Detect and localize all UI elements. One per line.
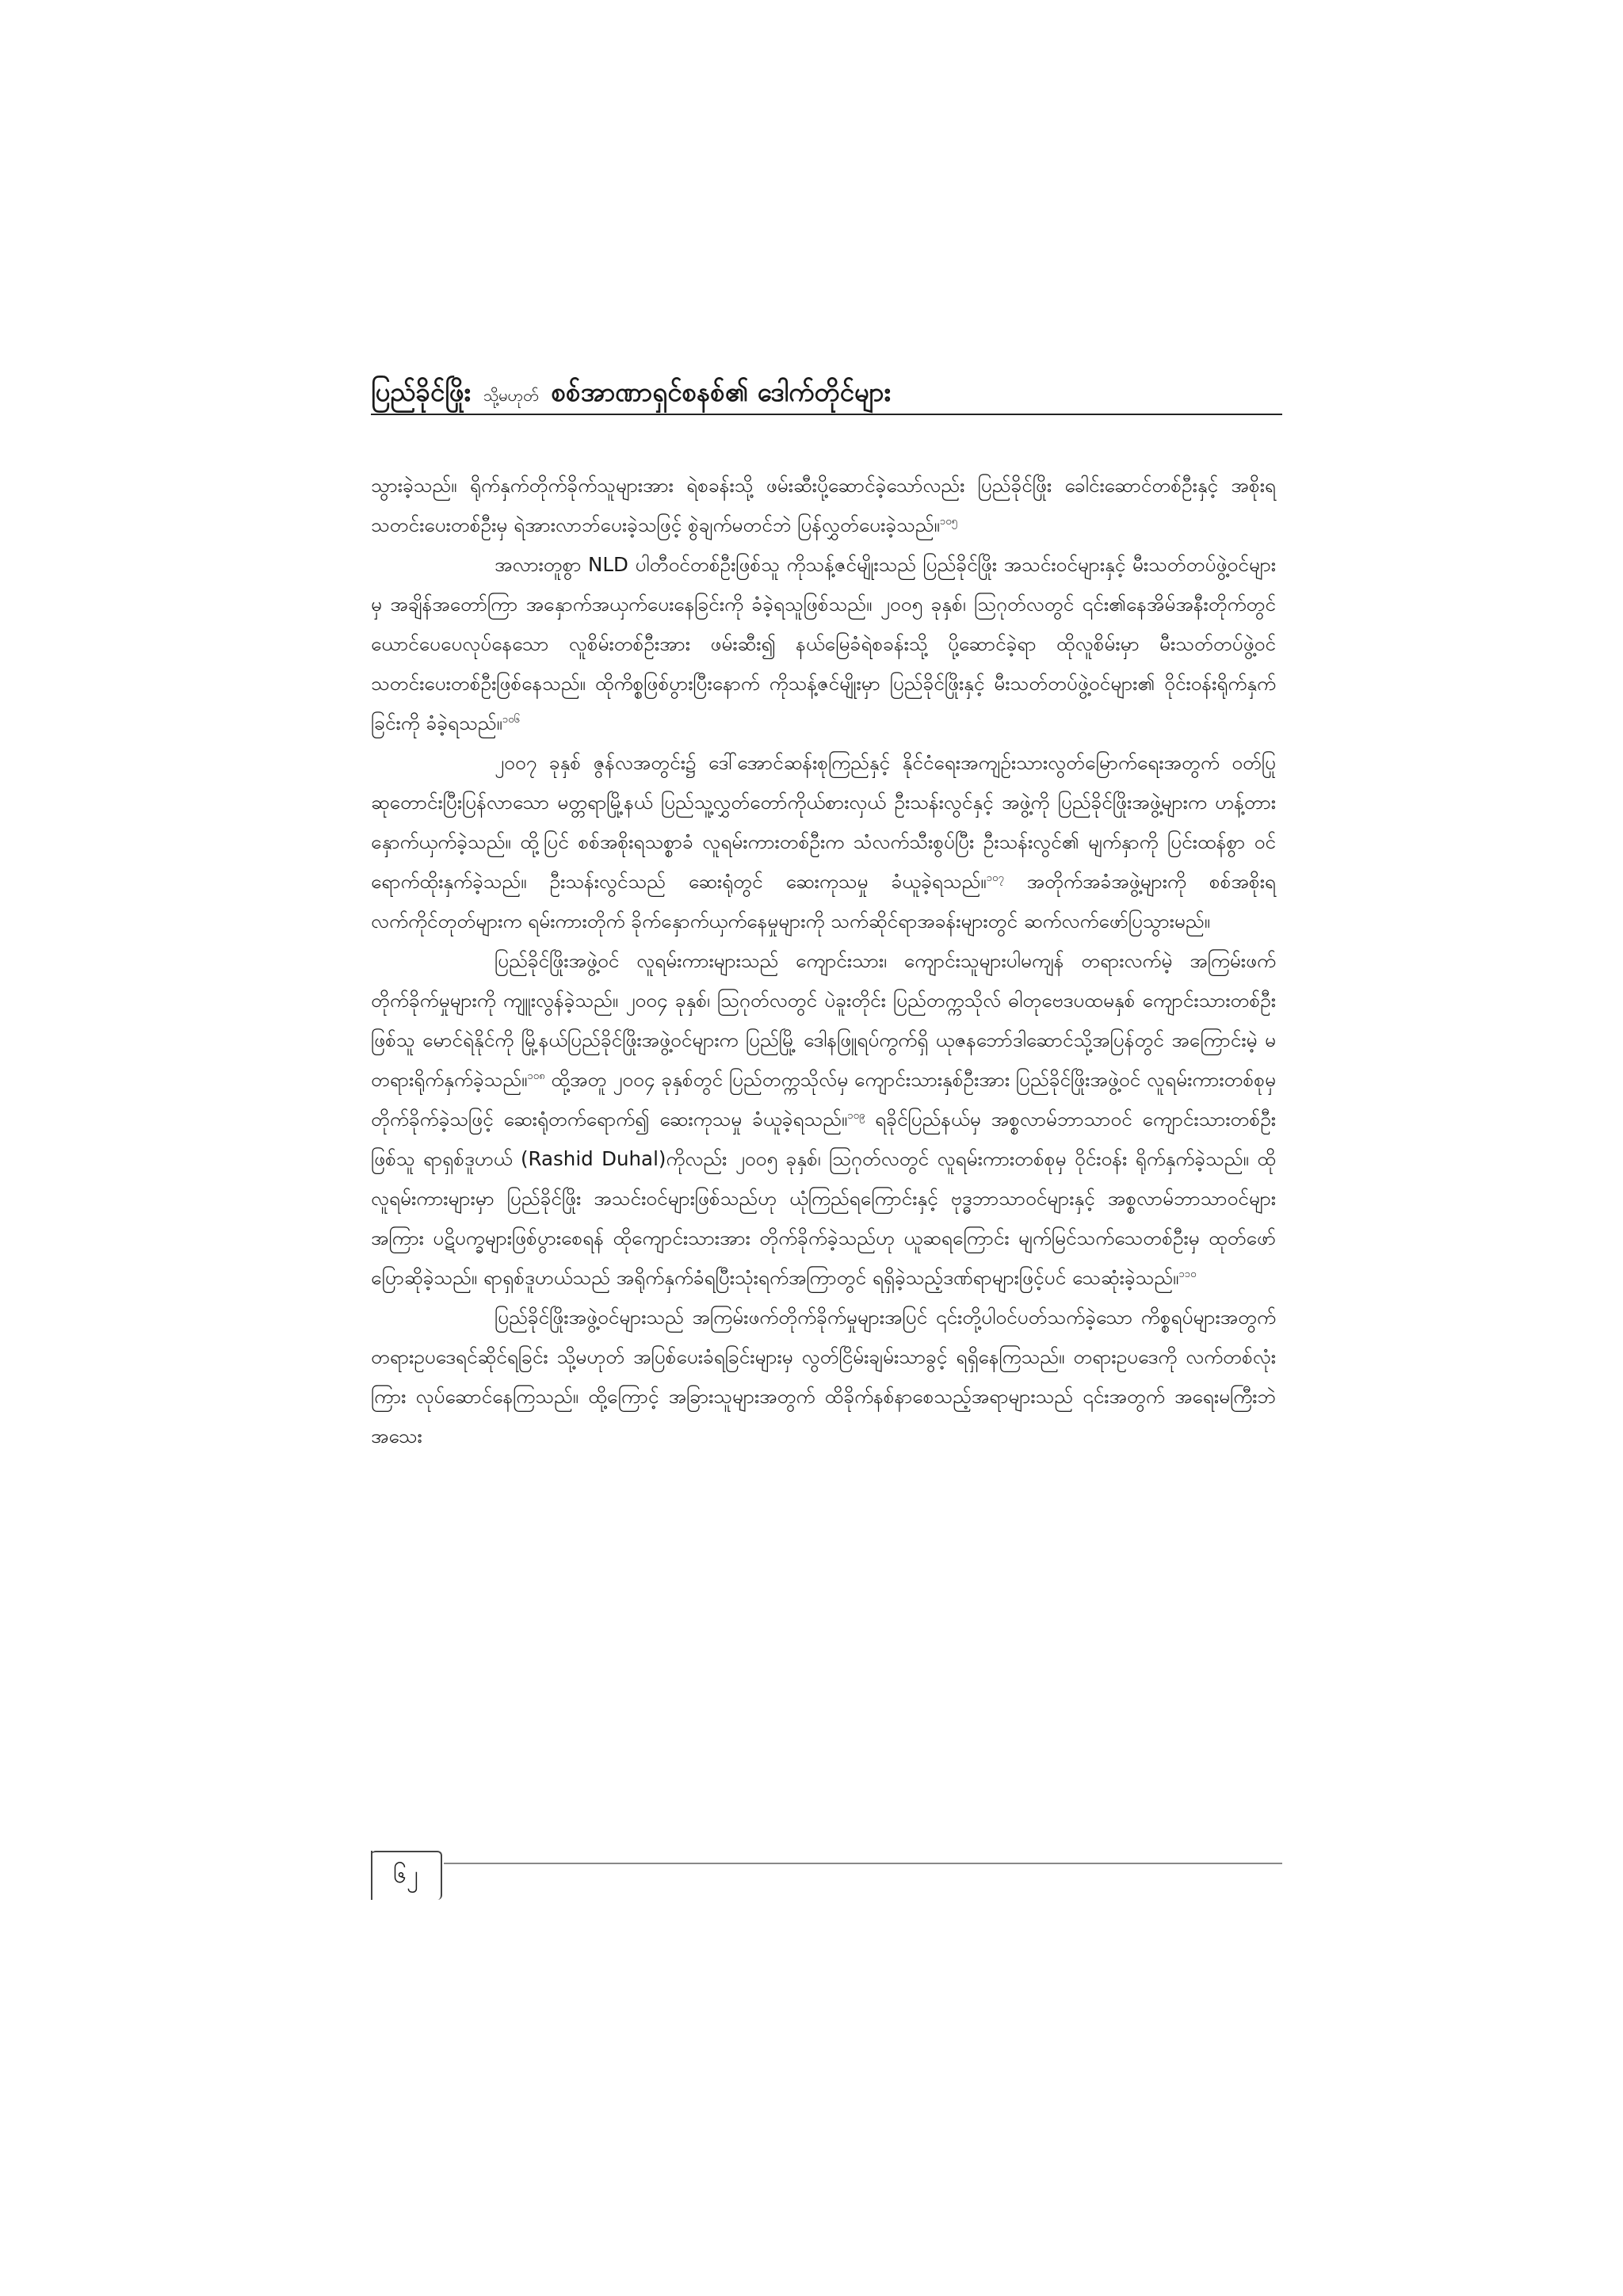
body-text — [371, 466, 1276, 1456]
footnote-ref: ၁၀၈ — [527, 1070, 545, 1082]
paragraph-text: ထို့အတူ ၂၀၀၄ ခုနှစ်တွင် ပြည်တက္ကသိုလ်မှ ကျောင်းသားနှစ်ဦးအား ပြည်ခိုင်ဖြိုးအဖွဲ့ဝင် လူရမ်းကားတစ်စုမှ တိုက်ခိုက်ခဲ့သဖြင့် ဆေးရုံတက်ရောက်၍ ဆေးကုသမှု ခံယူခဲ့ရသည်။ — [371, 1068, 1276, 1131]
paragraph-3 — [371, 743, 1276, 941]
paragraph-1 — [371, 466, 1276, 545]
paragraph-text: အလားတူစွာ NLD ပါတီဝင်တစ်ဦးဖြစ်သူ ကိုသန့်ဇင်မျိုးသည် ပြည်ခိုင်ဖြိုး အသင်းဝင်များနှင့် မီးသတ်တပ်ဖွဲ့ဝင်များမှ အချိန်အတော်ကြာ အနှောက်အယှက်ပေးနေခြင်းကို ခံခဲ့ရသူဖြစ်သည်။ ၂၀၀၅ ခုနှစ်၊ ဩဂုတ်လတွင် ၎င်း၏နေအိမ်အနီးတိုက်တွင် ယောင်ပေပေလုပ်နေသော လူစိမ်းတစ်ဦးအား ဖမ်းဆီး၍ နယ်မြေခံရဲစခန်းသို့ ပို့ဆောင်ခဲ့ရာ ထိုလူစိမ်းမှာ မီးသတ်တပ်ဖွဲ့ဝင် သတင်းပေးတစ်ဦးဖြစ်နေသည်။ ထိုကိစ္စဖြစ်ပွားပြီးနောက် ကိုသန့်ဇင်မျိုးမှာ ပြည်ခိုင်ဖြိုးနှင့် မီးသတ်တပ်ဖွဲ့ဝင်များ၏ ဝိုင်းဝန်းရိုက်နှက်ခြင်းကို ခံခဲ့ရသည်။ — [371, 553, 1276, 734]
paragraph-5 — [371, 1298, 1276, 1456]
page-number: ၆၂ — [371, 1851, 442, 1900]
footnote-ref: ၁၀၅ — [939, 515, 957, 528]
header-connector: သို့မဟုတ် — [483, 386, 539, 405]
paragraph-2 — [371, 545, 1276, 743]
paragraph-4 — [371, 941, 1276, 1298]
paragraph-text: ၂၀၀၇ ခုနှစ် ဇွန်လအတွင်း၌ ဒေါ်အောင်ဆန်းစုကြည်နှင့် နိုင်ငံရေးအကျဉ်းသားလွတ်မြောက်ရေးအတွက် ဝတ်ပြုဆုတောင်းပြီးပြန်လာသော မတ္တရာမြို့နယ် ပြည်သူ့လွှတ်တော်ကိုယ်စားလှယ် ဦးသန်းလွင်နှင့် အဖွဲ့ကို ပြည်ခိုင်ဖြိုးအဖွဲ့များက ဟန့်တားနှောက်ယှက်ခဲ့သည်။ ထို့ပြင် စစ်အစိုးရသစ္စာခံ လူရမ်းကားတစ်ဦးက သံလက်သီးစွပ်ပြီး ဦးသန်းလွင်၏ မျက်နှာကို ပြင်းထန်စွာ ဝင်ရောက်ထိုးနှက်ခဲ့သည်။ ဦးသန်းလွင်သည် ဆေးရုံတွင် ဆေးကုသမှု ခံယူခဲ့ရသည်။ — [371, 751, 1276, 893]
footer-rule — [444, 1863, 1282, 1864]
paragraph-text: ပြည်ခိုင်ဖြိုးအဖွဲ့ဝင်များသည် အကြမ်းဖက်တိုက်ခိုက်မှုများအပြင် ၎င်းတို့ပါဝင်ပတ်သက်ခဲ့သော ကိစ္စရပ်များအတွက် တရားဥပဒေရင်ဆိုင်ရခြင်း သို့မဟုတ် အပြစ်ပေးခံရခြင်းများမှ လွတ်ငြိမ်းချမ်းသာခွင့် ရရှိနေကြသည်။ တရားဥပဒေကို လက်တစ်လုံးကြား လုပ်ဆောင်နေကြသည်။ ထို့ကြောင့် အခြားသူများအတွက် ထိခိုက်နစ်နာစေသည့်အရာများသည် ၎င်းအတွက် အရေးမကြီးဘဲ အသေး — [371, 1306, 1276, 1447]
footnote-ref: ၁၁၀ — [1178, 1268, 1197, 1280]
header-rule — [371, 414, 1282, 415]
paragraph-text: ပြည်ခိုင်ဖြိုးအဖွဲ့ဝင် လူရမ်းကားများသည် ကျောင်းသား၊ ကျောင်းသူများပါမကျန် တရားလက်မဲ့ အကြမ်းဖက်တိုက်ခိုက်မှုများကို ကျူးလွန်ခဲ့သည်။ ၂၀၀၄ ခုနှစ်၊ ဩဂုတ်လတွင် ပဲခူးတိုင်း ပြည်တက္ကသိုလ် ဓါတုဗေဒပထမနှစ် ကျောင်းသားတစ်ဦးဖြစ်သူ မောင်ရဲနိုင်ကို မြို့နယ်ပြည်ခိုင်ဖြိုးအဖွဲ့ဝင်များက ပြည်မြို့ ဒေါနဖြူရပ်ကွက်ရှိ ယုဇနဘော်ဒါဆောင်သို့အပြန်တွင် အကြောင်းမဲ့ မတရားရိုက်နှက်ခဲ့သည်။ — [371, 949, 1276, 1091]
paragraph-text: ရခိုင်ပြည်နယ်မှ အစ္စလာမ်ဘာသာဝင် ကျောင်းသားတစ်ဦးဖြစ်သူ ရာရှစ်ဒူဟယ် (Rashid Duhal)ကိုလည်း ၂၀၀၅ ခုနှစ်၊ ဩဂုတ်လတွင် လူရမ်းကားတစ်စုမှ ဝိုင်းဝန်း ရိုက်နှက်ခဲ့သည်။ ထိုလူရမ်းကားများမှာ ပြည်ခိုင်ဖြိုး အသင်းဝင်များဖြစ်သည်ဟု ယုံကြည်ရကြောင်းနှင့် ဗုဒ္ဓဘာသာဝင်များနှင့် အစ္စလာမ်ဘာသာဝင်များ အကြား ပဋိပက္ခများဖြစ်ပွားစေရန် ထိုကျောင်းသားအား တိုက်ခိုက်ခဲ့သည်ဟု ယူဆရကြောင်း မျက်မြင်သက်သေတစ်ဦးမှ ထုတ်ဖော်ပြောဆိုခဲ့သည်။ ရာရှစ်ဒူဟယ်သည် အရိုက်နှက်ခံရပြီးသုံးရက်အကြာတွင် ရရှိခဲ့သည့်ဒဏ်ရာများဖြင့်ပင် သေဆုံးခဲ့သည်။ — [371, 1108, 1277, 1289]
running-header — [371, 376, 1282, 414]
header-subtitle: စစ်အာဏာရှင်စနစ်၏ ဒေါက်တိုင်များ — [551, 376, 891, 407]
footnote-ref: ၁၀၉ — [847, 1109, 865, 1122]
footnote-ref: ၁၀၆ — [502, 713, 520, 726]
header-title: ပြည်ခိုင်ဖြိုး — [371, 376, 471, 407]
paragraph-text: သွားခဲ့သည်။ ရိုက်နှက်တိုက်ခိုက်သူများအား ရဲစခန်းသို့ ဖမ်းဆီးပို့ဆောင်ခဲ့သော်လည်း ပြည်ခိုင်ဖြိုး ခေါင်းဆောင်တစ်ဦးနှင့် အစိုးရသတင်းပေးတစ်ဦးမှ ရဲအားလာဘ်ပေးခဲ့သဖြင့် စွဲချက်မတင်ဘဲ ပြန်လွှတ်ပေးခဲ့သည်။ — [371, 474, 1276, 536]
paragraph-text: အတိုက်အခံအဖွဲ့များကို စစ်အစိုးရလက်ကိုင်တုတ်များက ရမ်းကားတိုက် ခိုက်နှောက်ယှက်နေမှုများကို သက်ဆိုင်ရာအခန်းများတွင် ဆက်လက်ဖော်ပြသွားမည်။ — [371, 870, 1277, 933]
footnote-ref: ၁၀၇ — [986, 871, 1004, 884]
